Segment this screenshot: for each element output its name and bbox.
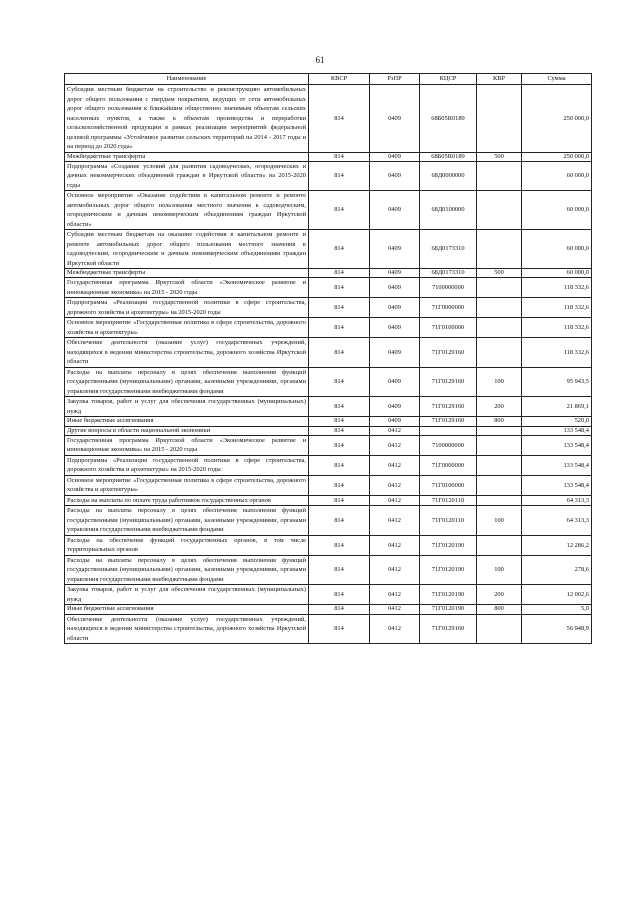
row-kvr: 100 — [477, 367, 522, 397]
row-kvr — [477, 495, 522, 506]
row-kcsr: 68Д0000000 — [420, 161, 477, 191]
row-kcsr: 71Г0000000 — [420, 298, 477, 318]
table-row — [65, 435, 592, 455]
row-rzpr: 0409 — [370, 417, 420, 426]
row-kvr — [477, 614, 522, 644]
table-row — [65, 318, 592, 338]
row-name: Закупка товаров, работ и услуг для обеспечения государственных (муниципальных) нужд — [65, 397, 309, 417]
row-kcsr: 68Д0173310 — [420, 230, 477, 269]
row-kvsr: 814 — [309, 426, 370, 435]
row-kvsr: 814 — [309, 535, 370, 555]
row-kvsr: 814 — [309, 495, 370, 506]
row-name: Межбюджетные трансферты — [65, 152, 309, 161]
row-rzpr: 0412 — [370, 455, 420, 475]
row-kcsr — [420, 426, 477, 435]
row-rzpr: 0409 — [370, 269, 420, 278]
column-header-kvsr: КВСР — [309, 74, 370, 85]
row-kcsr: 71Г0100000 — [420, 318, 477, 338]
row-sum: 278,6 — [522, 555, 592, 585]
row-sum: 133 548,4 — [522, 475, 592, 495]
page-number: 61 — [315, 55, 325, 65]
row-kvr: 200 — [477, 397, 522, 417]
row-kvsr: 814 — [309, 269, 370, 278]
row-kvr: 500 — [477, 152, 522, 161]
table-row — [65, 230, 592, 269]
table-row — [65, 455, 592, 475]
table-row — [65, 475, 592, 495]
row-rzpr: 0412 — [370, 475, 420, 495]
row-kvsr: 814 — [309, 278, 370, 298]
row-name: Государственная программа Иркутской области «Экономическое развитие и инновационная экономика» на 2015 - 2020 годы — [65, 278, 309, 298]
row-kcsr: 71Г0120190 — [420, 555, 477, 585]
row-rzpr: 0409 — [370, 152, 420, 161]
row-kvsr: 814 — [309, 85, 370, 153]
row-kvsr: 814 — [309, 161, 370, 191]
row-kcsr: 71Г0120190 — [420, 605, 477, 614]
row-sum: 60 000,0 — [522, 161, 592, 191]
row-kcsr: 68Д0100000 — [420, 191, 477, 230]
row-kvr — [477, 338, 522, 368]
row-rzpr: 0409 — [370, 397, 420, 417]
row-rzpr: 0412 — [370, 506, 420, 536]
row-name: Подпрограмма «Создание условий для развития садоводческих, огороднических и дачных некоммерческих объединений граждан в Иркутской области» на 2015-2020 годы — [65, 161, 309, 191]
table-row — [65, 161, 592, 191]
row-rzpr: 0409 — [370, 318, 420, 338]
row-sum: 133 548,4 — [522, 426, 592, 435]
row-rzpr: 0409 — [370, 191, 420, 230]
row-name: Расходы на выплаты персоналу в целях обеспечения выполнения функций государственными (муниципальными) органами, казенными учреждениями, органами управления государственными внебюджетными фондами — [65, 555, 309, 585]
row-sum: 95 943,5 — [522, 367, 592, 397]
row-name: Расходы на выплаты по оплате труда работников государственных органов — [65, 495, 309, 506]
table-row — [65, 269, 592, 278]
row-kvsr: 814 — [309, 455, 370, 475]
row-kcsr: 71Г0129160 — [420, 397, 477, 417]
row-kcsr: 71Г0100000 — [420, 475, 477, 495]
table-row — [65, 367, 592, 397]
table-row — [65, 338, 592, 368]
row-kvsr: 814 — [309, 152, 370, 161]
row-kvsr: 814 — [309, 191, 370, 230]
table-row — [65, 555, 592, 585]
table-row — [65, 85, 592, 153]
row-kvsr: 814 — [309, 298, 370, 318]
table-row — [65, 298, 592, 318]
row-kvsr: 814 — [309, 338, 370, 368]
row-kcsr: 71Г0129160 — [420, 417, 477, 426]
row-kvr — [477, 85, 522, 153]
row-kvsr: 814 — [309, 318, 370, 338]
row-kcsr: 68Б05R0189 — [420, 152, 477, 161]
table-header-row — [65, 74, 592, 85]
row-sum: 250 000,0 — [522, 85, 592, 153]
table-row — [65, 585, 592, 605]
row-kcsr: 71Г0120110 — [420, 495, 477, 506]
row-kvr — [477, 535, 522, 555]
row-rzpr: 0412 — [370, 426, 420, 435]
table-row — [65, 535, 592, 555]
row-sum: 60 000,0 — [522, 269, 592, 278]
row-name: Межбюджетные трансферты — [65, 269, 309, 278]
table-row — [65, 614, 592, 644]
row-name: Другие вопросы в области национальной экономики — [65, 426, 309, 435]
row-rzpr: 0409 — [370, 298, 420, 318]
row-sum: 118 332,6 — [522, 298, 592, 318]
row-name: Расходы на выплаты персоналу в целях обеспечения выполнения функций государственными (муниципальными) органами, казенными учреждениями, органами управления государственными внебюджетными фондами — [65, 367, 309, 397]
row-sum: 520,0 — [522, 417, 592, 426]
row-name: Субсидии местным бюджетам на строительство и реконструкцию автомобильных дорог общего пользования с твердым покрытием, ведущих от сети автомобильных дорог общего пользования к ближайшим общественно значимым объектам сельских населенных пунктов, а также к объектам производства и переработки сельскохозяйственной продукции в рамках реализации мероприятий федеральной целевой программы «Устойчивое развитие сельских территорий на 2014 - 2017 годы и на период до 2020 года» — [65, 85, 309, 153]
row-kvr — [477, 435, 522, 455]
row-kvr — [477, 426, 522, 435]
table-row — [65, 426, 592, 435]
row-name: Подпрограмма «Реализация государственной политики в сфере строительства, дорожного хозяйства и архитектуры» на 2015-2020 годы — [65, 455, 309, 475]
row-kvr — [477, 191, 522, 230]
row-sum: 12 286,2 — [522, 535, 592, 555]
row-rzpr: 0412 — [370, 495, 420, 506]
row-name: Основное мероприятие «Государственная политика в сфере строительства, дорожного хозяйства и архитектуры» — [65, 318, 309, 338]
row-kvr: 200 — [477, 585, 522, 605]
row-sum: 133 548,4 — [522, 455, 592, 475]
row-sum: 5,0 — [522, 605, 592, 614]
row-name: Подпрограмма «Реализация государственной политики в сфере строительства, дорожного хозяйства и архитектуры» на 2015-2020 годы — [65, 298, 309, 318]
row-kvr — [477, 298, 522, 318]
row-kcsr: 68Д0173310 — [420, 269, 477, 278]
row-sum: 60 000,0 — [522, 191, 592, 230]
row-name: Основное мероприятие «Оказание содействия в капитальном ремонте и ремонте автомобильных дорог общего пользования местного значения к садоводческим, огородническим и дачным некоммерческим объединениям граждан Иркутской области» — [65, 191, 309, 230]
row-kvsr: 814 — [309, 367, 370, 397]
row-rzpr: 0409 — [370, 230, 420, 269]
row-name: Иные бюджетные ассигнования — [65, 417, 309, 426]
row-kvr — [477, 318, 522, 338]
row-name: Расходы на обеспечение функций государственных органов, в том числе территориальных органов — [65, 535, 309, 555]
table-row — [65, 152, 592, 161]
row-name: Закупка товаров, работ и услуг для обеспечения государственных (муниципальных) нужд — [65, 585, 309, 605]
row-kvsr: 814 — [309, 417, 370, 426]
row-kcsr: 7100000000 — [420, 278, 477, 298]
row-sum: 12 002,6 — [522, 585, 592, 605]
row-kcsr: 71Г0129160 — [420, 338, 477, 368]
row-kcsr: 68Б05R0189 — [420, 85, 477, 153]
row-kcsr: 71Г0120110 — [420, 506, 477, 536]
row-rzpr: 0412 — [370, 614, 420, 644]
row-rzpr: 0412 — [370, 535, 420, 555]
row-sum: 250 000,0 — [522, 152, 592, 161]
row-kvsr: 814 — [309, 506, 370, 536]
row-name: Государственная программа Иркутской области «Экономическое развитие и инновационная экономика» на 2015 - 2020 годы — [65, 435, 309, 455]
row-rzpr: 0412 — [370, 585, 420, 605]
table-row — [65, 417, 592, 426]
row-kvsr: 814 — [309, 614, 370, 644]
row-kcsr: 71Г0129160 — [420, 614, 477, 644]
row-name: Иные бюджетные ассигнования — [65, 605, 309, 614]
row-name: Основное мероприятие «Государственная политика в сфере строительства, дорожного хозяйства и архитектуры» — [65, 475, 309, 495]
row-sum: 60 000,0 — [522, 230, 592, 269]
row-rzpr: 0409 — [370, 278, 420, 298]
row-sum: 118 332,6 — [522, 278, 592, 298]
row-kvr: 800 — [477, 417, 522, 426]
row-kcsr: 7100000000 — [420, 435, 477, 455]
row-sum: 64 313,3 — [522, 506, 592, 536]
row-kvr: 500 — [477, 269, 522, 278]
row-kvsr: 814 — [309, 555, 370, 585]
row-kcsr: 71Г0000000 — [420, 455, 477, 475]
column-header-kcsr: КЦСР — [420, 74, 477, 85]
row-kvsr: 814 — [309, 605, 370, 614]
row-rzpr: 0412 — [370, 555, 420, 585]
row-kvsr: 814 — [309, 475, 370, 495]
table-row — [65, 506, 592, 536]
row-kvr — [477, 455, 522, 475]
row-kvr — [477, 161, 522, 191]
column-header-kvr: КВР — [477, 74, 522, 85]
row-rzpr: 0409 — [370, 338, 420, 368]
row-kvsr: 814 — [309, 397, 370, 417]
table-row — [65, 495, 592, 506]
row-name: Обеспечение деятельности (оказание услуг) государственных учреждений, находящихся в ведении министерства строительства, дорожного хозяйства Иркутской области — [65, 614, 309, 644]
row-name: Субсидии местным бюджетам на оказание содействия в капитальном ремонте и ремонте автомобильных дорог общего пользования местного значения к садоводческим, огородническим и дачным некоммерческим объединениям граждан Иркутской области — [65, 230, 309, 269]
row-sum: 118 332,6 — [522, 338, 592, 368]
row-sum: 64 313,3 — [522, 495, 592, 506]
row-kcsr: 71Г0129160 — [420, 367, 477, 397]
row-kcsr: 71Г0120190 — [420, 585, 477, 605]
row-kvr: 100 — [477, 506, 522, 536]
table-row — [65, 605, 592, 614]
row-sum: 56 948,9 — [522, 614, 592, 644]
row-rzpr: 0409 — [370, 85, 420, 153]
column-header-name: Наименование — [65, 74, 309, 85]
row-kvr: 800 — [477, 605, 522, 614]
table-row — [65, 278, 592, 298]
row-kvr — [477, 278, 522, 298]
row-name: Расходы на выплаты персоналу в целях обеспечения выполнения функций государственными (муниципальными) органами, казенными учреждениями, органами управления государственными внебюджетными фондами — [65, 506, 309, 536]
row-sum: 133 548,4 — [522, 435, 592, 455]
table-row — [65, 397, 592, 417]
row-kvr: 100 — [477, 555, 522, 585]
row-kvr — [477, 475, 522, 495]
row-kvsr: 814 — [309, 230, 370, 269]
row-rzpr: 0412 — [370, 435, 420, 455]
row-sum: 21 869,1 — [522, 397, 592, 417]
column-header-sum: Сумма — [522, 74, 592, 85]
row-rzpr: 0412 — [370, 605, 420, 614]
budget-table — [64, 73, 592, 644]
row-rzpr: 0409 — [370, 367, 420, 397]
row-kcsr: 71Г0120190 — [420, 535, 477, 555]
table-row — [65, 191, 592, 230]
row-kvr — [477, 230, 522, 269]
column-header-rzpr: РзПР — [370, 74, 420, 85]
row-sum: 118 332,6 — [522, 318, 592, 338]
row-name: Обеспечение деятельности (оказание услуг) государственных учреждений, находящихся в ведении министерства строительства, дорожного хозяйства Иркутской области — [65, 338, 309, 368]
row-kvsr: 814 — [309, 435, 370, 455]
row-rzpr: 0409 — [370, 161, 420, 191]
row-kvsr: 814 — [309, 585, 370, 605]
